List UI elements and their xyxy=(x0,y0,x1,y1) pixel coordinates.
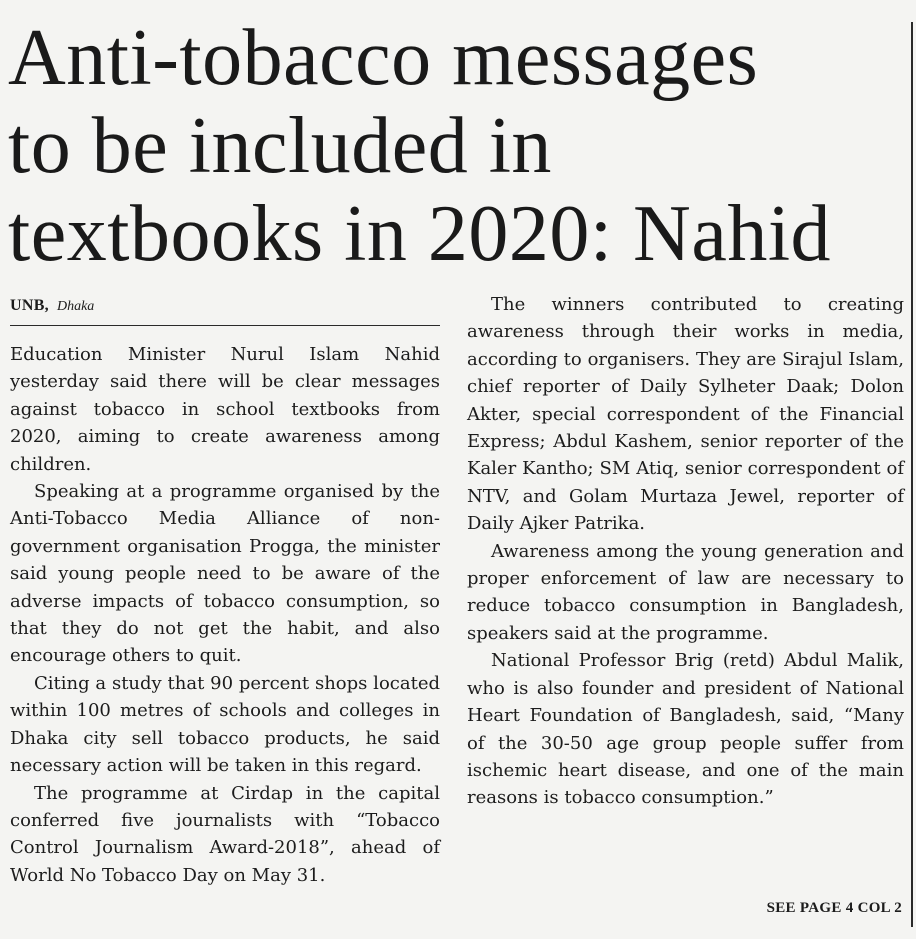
column-rule xyxy=(911,22,913,927)
headline-line-3: textbooks in 2020: Nahid xyxy=(8,190,832,278)
paragraph: The winners contributed to creating awareness through their works in media, according to organisers. They are Sirajul Islam, chief reporter of Daily Sylheter Daak; Dolon Akter, special correspondent of the Financial Express; Abdul Kashem, senior reporter of the Kaler Kantho; SM Atiq, senior correspondent of NTV, and Golam Murtaza Jewel, reporter of Daily Ajker Patrika. xyxy=(467,294,904,535)
paragraph: Education Minister Nurul Islam Nahid yesterday said there will be clear messages against tobacco in school textbooks from 2020, aiming to create awareness among children. xyxy=(10,344,440,475)
headline xyxy=(8,14,908,278)
byline-agency: UNB, xyxy=(10,297,49,314)
paragraph: Awareness among the young generation and proper enforcement of law are necessary to reduce tobacco consumption in Bangladesh, speakers said at the programme. xyxy=(467,540,904,644)
byline-place: Dhaka xyxy=(56,299,95,314)
continuation-note: SEE PAGE 4 COL 2 xyxy=(766,900,902,916)
paragraph: National Professor Brig (retd) Abdul Malik, who is also founder and president of National Heart Foundation of Bangladesh, said, “Many of the 30-50 age group people suffer from ischemic heart disease, and one of the main reasons is tobacco consumption.” xyxy=(467,650,904,809)
paragraph: The programme at Cirdap in the capital conferred five journalists with “Tobacco Control Journalism Award-2018”, ahead of World No Tobacco Day on May 31. xyxy=(10,782,440,886)
headline-line-2: to be included in xyxy=(8,102,552,190)
headline-line-1: Anti-tobacco messages xyxy=(8,14,759,102)
paragraph: Citing a study that 90 percent shops located within 100 metres of schools and colleges in Dhaka city sell tobacco products, he said necessary action will be taken in this regard. xyxy=(10,672,440,777)
byline xyxy=(10,297,440,326)
article-column-left xyxy=(10,341,440,889)
article-column-right xyxy=(467,291,904,812)
paragraph: Speaking at a programme organised by the Anti-Tobacco Media Alliance of non-government organisation Progga, the minister said young people need to be aware of the adverse impacts of tobacco consumption, so that they do not get the habit, and also encourage others to quit. xyxy=(10,481,440,667)
